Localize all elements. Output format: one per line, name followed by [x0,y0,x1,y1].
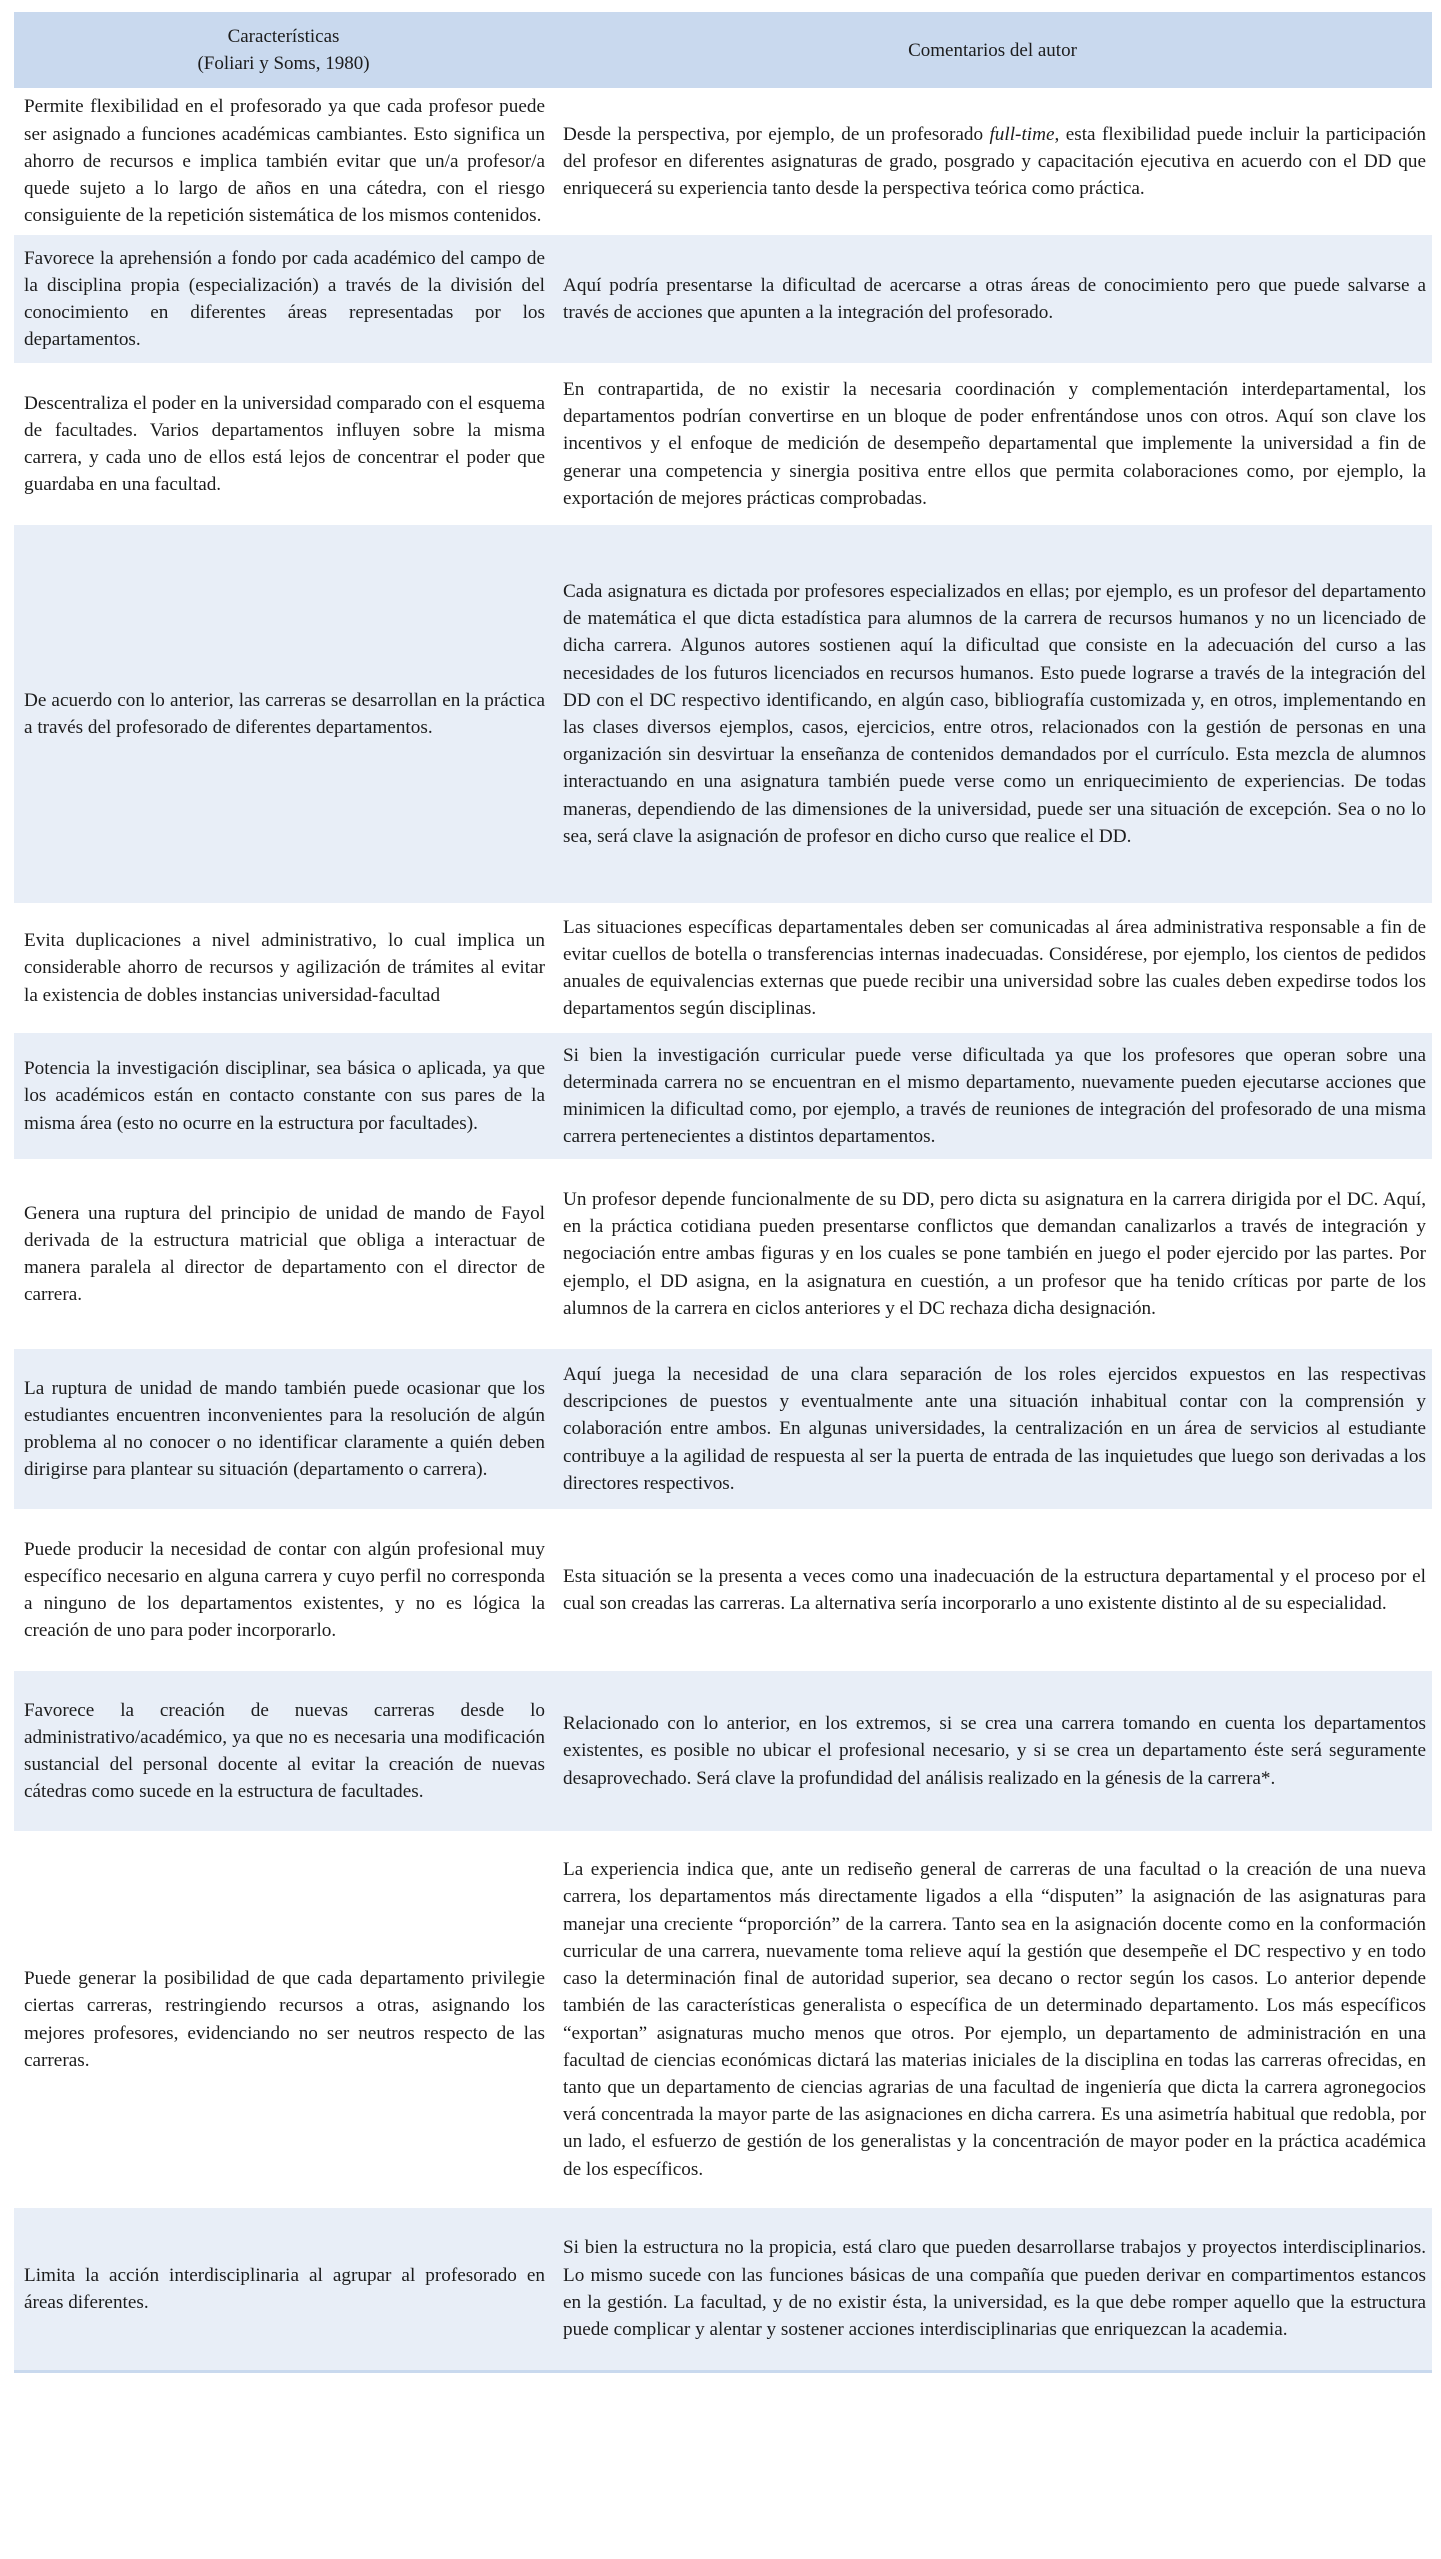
characteristic-cell: Limita la acción interdisciplinaria al agrupar al profesorado en áreas diferentes. [14,2207,553,2371]
table-row [14,1832,1432,2207]
header-author-comments: Comentarios del autor [553,12,1432,89]
characteristic-cell: Genera una ruptura del principio de unidad de mando de Fayol derivada de la estructura matricial que obliga a interactuar de manera paralela al director de departamento con el director de carrera. [14,1160,553,1348]
table-row [14,1510,1432,1670]
table-row [14,1160,1432,1348]
comment-cell: Si bien la investigación curricular puede verse dificultada ya que los profesores que operan sobre una determinada carrera no se encuentran en el mismo departamento, nuevamente pueden ejecutarse acciones que minimicen la dificultad como, por ejemplo, a través de reuniones de integración del profesorado de una misma carrera pertenecientes a distintos departamentos. [553,1032,1432,1160]
table-row [14,1670,1432,1832]
header-characteristics [14,12,553,89]
characteristic-cell: Favorece la creación de nuevas carreras desde lo administrativo/académico, ya que no es necesaria una modificación sustancial del personal docente al evitar la creación de nuevas cátedras como sucede en la estructura de facultades. [14,1670,553,1832]
table-row [14,364,1432,524]
table-row [14,2207,1432,2371]
comment-cell: Las situaciones específicas departamentales deben ser comunicadas al área administrativa responsable a fin de evitar cuellos de botella o transferencias internas inadecuadas. Considérese, por ejemplo, los cientos de pedidos anuales de equivalencias externas que puede recibir una universidad sobre las cuales deben expedirse todos los departamentos según disciplinas. [553,904,1432,1032]
comment-cell: Aquí podría presentarse la dificultad de acercarse a otras áreas de conocimiento pero que puede salvarse a través de acciones que apunten a la integración del profesorado. [553,234,1432,364]
comment-text: , esta flexibilidad puede incluir la participación del profesor en diferentes asignaturas de grado, posgrado y capacitación ejecutiva en acuerdo con el DD que enriquecerá su experiencia tanto desde la perspectiva teórica como práctica. [563,123,1427,200]
characteristic-cell: Puede producir la necesidad de contar con algún profesional muy específico necesario en alguna carrera y cuyo perfil no corresponda a ninguno de los departamentos existentes, y no es lógica la creación de uno para poder incorporarlo. [14,1510,553,1670]
table-row [14,1032,1432,1160]
header-characteristics-source: (Foliari y Soms, 1980) [197,53,370,74]
characteristic-cell: De acuerdo con lo anterior, las carreras se desarrollan en la práctica a través del profesorado de diferentes departamentos. [14,524,553,904]
characteristic-cell: Evita duplicaciones a nivel administrativo, lo cual implica un considerable ahorro de recursos y agilización de trámites al evitar la existencia de dobles instancias universidad-facultad [14,904,553,1032]
table-row [14,1348,1432,1510]
comparison-table-wrapper [14,12,1432,2373]
comment-cell [553,89,1432,234]
header-characteristics-title: Características [227,26,340,47]
comment-cell: Cada asignatura es dictada por profesores especializados en ellas; por ejemplo, es un profesor del departamento de matemática el que dicta estadística para alumnos de la carrera de recursos humanos y no un licenciado de dicha carrera. Algunos autores sostienen aquí la dificultad que consiste en la adecuación del curso a las necesidades de los futuros licenciados en recursos humanos. Esto puede lograrse a través de la integración del DD con el DC respectivo identificando, en algún caso, bibliografía customizada y, en otros, implementando en las clases diversos ejemplos, casos, ejercicios, entre otros, relacionados con la gestión de personas en una organización sin desvirtuar la enseñanza de contenidos demandados por el currículo. Esta mezcla de alumnos interactuando en una asignatura también puede verse como un enriquecimiento de experiencias. De todas maneras, dependiendo de las dimensiones de la universidad, puede ser una situación de excepción. Sea o no lo sea, será clave la asignación de profesor en dicho curso que realice el DD. [553,524,1432,904]
table-row [14,89,1432,234]
comment-cell: Si bien la estructura no la propicia, está claro que pueden desarrollarse trabajos y proyectos interdisciplinarios. Lo mismo sucede con las funciones básicas de una compañía que pueden derivar en compartimentos estancos en la gestión. La facultad, y de no existir ésta, la universidad, es la que debe romper aquello que la estructura puede complicar y alentar y sostener acciones interdisciplinarias que enriquezcan la academia. [553,2207,1432,2371]
comment-cell: Esta situación se la presenta a veces como una inadecuación de la estructura departamental y el proceso por el cual son creadas las carreras. La alternativa sería incorporarlo a uno existente distinto al de su especialidad. [553,1510,1432,1670]
characteristic-cell: La ruptura de unidad de mando también puede ocasionar que los estudiantes encuentren inconvenientes para la resolución de algún problema al no conocer o no identificar claramente a quién deben dirigirse para plantear su situación (departamento o carrera). [14,1348,553,1510]
characteristic-cell: Favorece la aprehensión a fondo por cada académico del campo de la disciplina propia (especialización) a través de la división del conocimiento en diferentes áreas representadas por los departamentos. [14,234,553,364]
comment-cell: Un profesor depende funcionalmente de su DD, pero dicta su asignatura en la carrera dirigida por el DC. Aquí, en la práctica cotidiana pueden presentarse conflictos que demandan canalizarlos a través de integración y negociación entre ambas figuras y en los cuales se pone también en juego el poder ejercido por las partes. Por ejemplo, el DD asigna, en la asignatura en cuestión, a un profesor que ha tenido críticas por parte de los alumnos de la carrera en ciclos anteriores y el DC rechaza dicha designación. [553,1160,1432,1348]
characteristic-cell: Permite flexibilidad en el profesorado ya que cada profesor puede ser asignado a funciones académicas cambiantes. Esto significa un ahorro de recursos e implica también evitar que un/a profesor/a quede sujeto a lo largo de años en una cátedra, con el riesgo consiguiente de la repetición sistemática de los mismos contenidos. [14,89,553,234]
characteristic-cell: Potencia la investigación disciplinar, sea básica o aplicada, ya que los académicos están en contacto constante con sus pares de la misma área (esto no ocurre en la estructura por facultades). [14,1032,553,1160]
table-row [14,234,1432,364]
comparison-table [14,12,1432,2373]
characteristic-cell: Puede generar la posibilidad de que cada departamento privilegie ciertas carreras, restringiendo recursos a otras, asignando los mejores profesores, evidenciando no ser neutros respecto de las carreras. [14,1832,553,2207]
table-row [14,524,1432,904]
comment-cell: La experiencia indica que, ante un rediseño general de carreras de una facultad o la creación de una nueva carrera, los departamentos más directamente ligados a ella “disputen” la asignación de las asignaturas para manejar una creciente “proporción” de la carrera. Tanto sea en la asignación docente como en la conformación curricular de una carrera, nuevamente toma relieve aquí la gestión que desempeñe el DC respectivo y en todo caso la determinación final de autoridad superior, sea decano o rector según los casos. Lo anterior depende también de las características generalista o específica de un determinado departamento. Los más específicos “exportan” asignaturas mucho menos que otros. Por ejemplo, un departamento de administración en una facultad de ciencias económicas dictará las materias iniciales de la disciplina en todas las carreras ofrecidas, en tanto que un departamento de ciencias agrarias de una facultad de ingeniería que dicta la carrera agronegocios verá concentrada la mayor parte de las asignaciones en dicha carrera. Es una asimetría habitual que redobla, por un lado, el esfuerzo de gestión de los generalistas y la concentración de mayor poder en la práctica académica de los específicos. [553,1832,1432,2207]
table-row [14,904,1432,1032]
comment-cell: En contrapartida, de no existir la necesaria coordinación y complementación interdepartamental, los departamentos podrían convertirse en un bloque de poder enfrentándose unos con otros. Aquí son clave los incentivos y el enfoque de medición de desempeño departamental que implemente la universidad a fin de generar una competencia y sinergia positiva entre ellos que permita colaboraciones como, por ejemplo, la exportación de mejores prácticas comprobadas. [553,364,1432,524]
comment-emphasis: full-time [989,123,1055,145]
comment-text: Desde la perspectiva, por ejemplo, de un profesorado [563,123,990,145]
comment-cell: Relacionado con lo anterior, en los extremos, si se crea una carrera tomando en cuenta los departamentos existentes, es posible no ubicar el profesional necesario, y si se crea un departamento éste será seguramente desaprovechado. Será clave la profundidad del análisis realizado en la génesis de la carrera*. [553,1670,1432,1832]
characteristic-cell: Descentraliza el poder en la universidad comparado con el esquema de facultades. Varios departamentos influyen sobre la misma carrera, y cada uno de ellos está lejos de concentrar el poder que guardaba en una facultad. [14,364,553,524]
table-header-row [14,12,1432,89]
comment-cell: Aquí juega la necesidad de una clara separación de los roles ejercidos expuestos en las respectivas descripciones de puestos y eventualmente ante una situación inhabitual contar con la comprensión y colaboración entre ambos. En algunas universidades, la centralización en un área de servicios al estudiante contribuye a la agilidad de respuesta al ser la puerta de entrada de las inquietudes que luego son derivadas a los directores respectivos. [553,1348,1432,1510]
